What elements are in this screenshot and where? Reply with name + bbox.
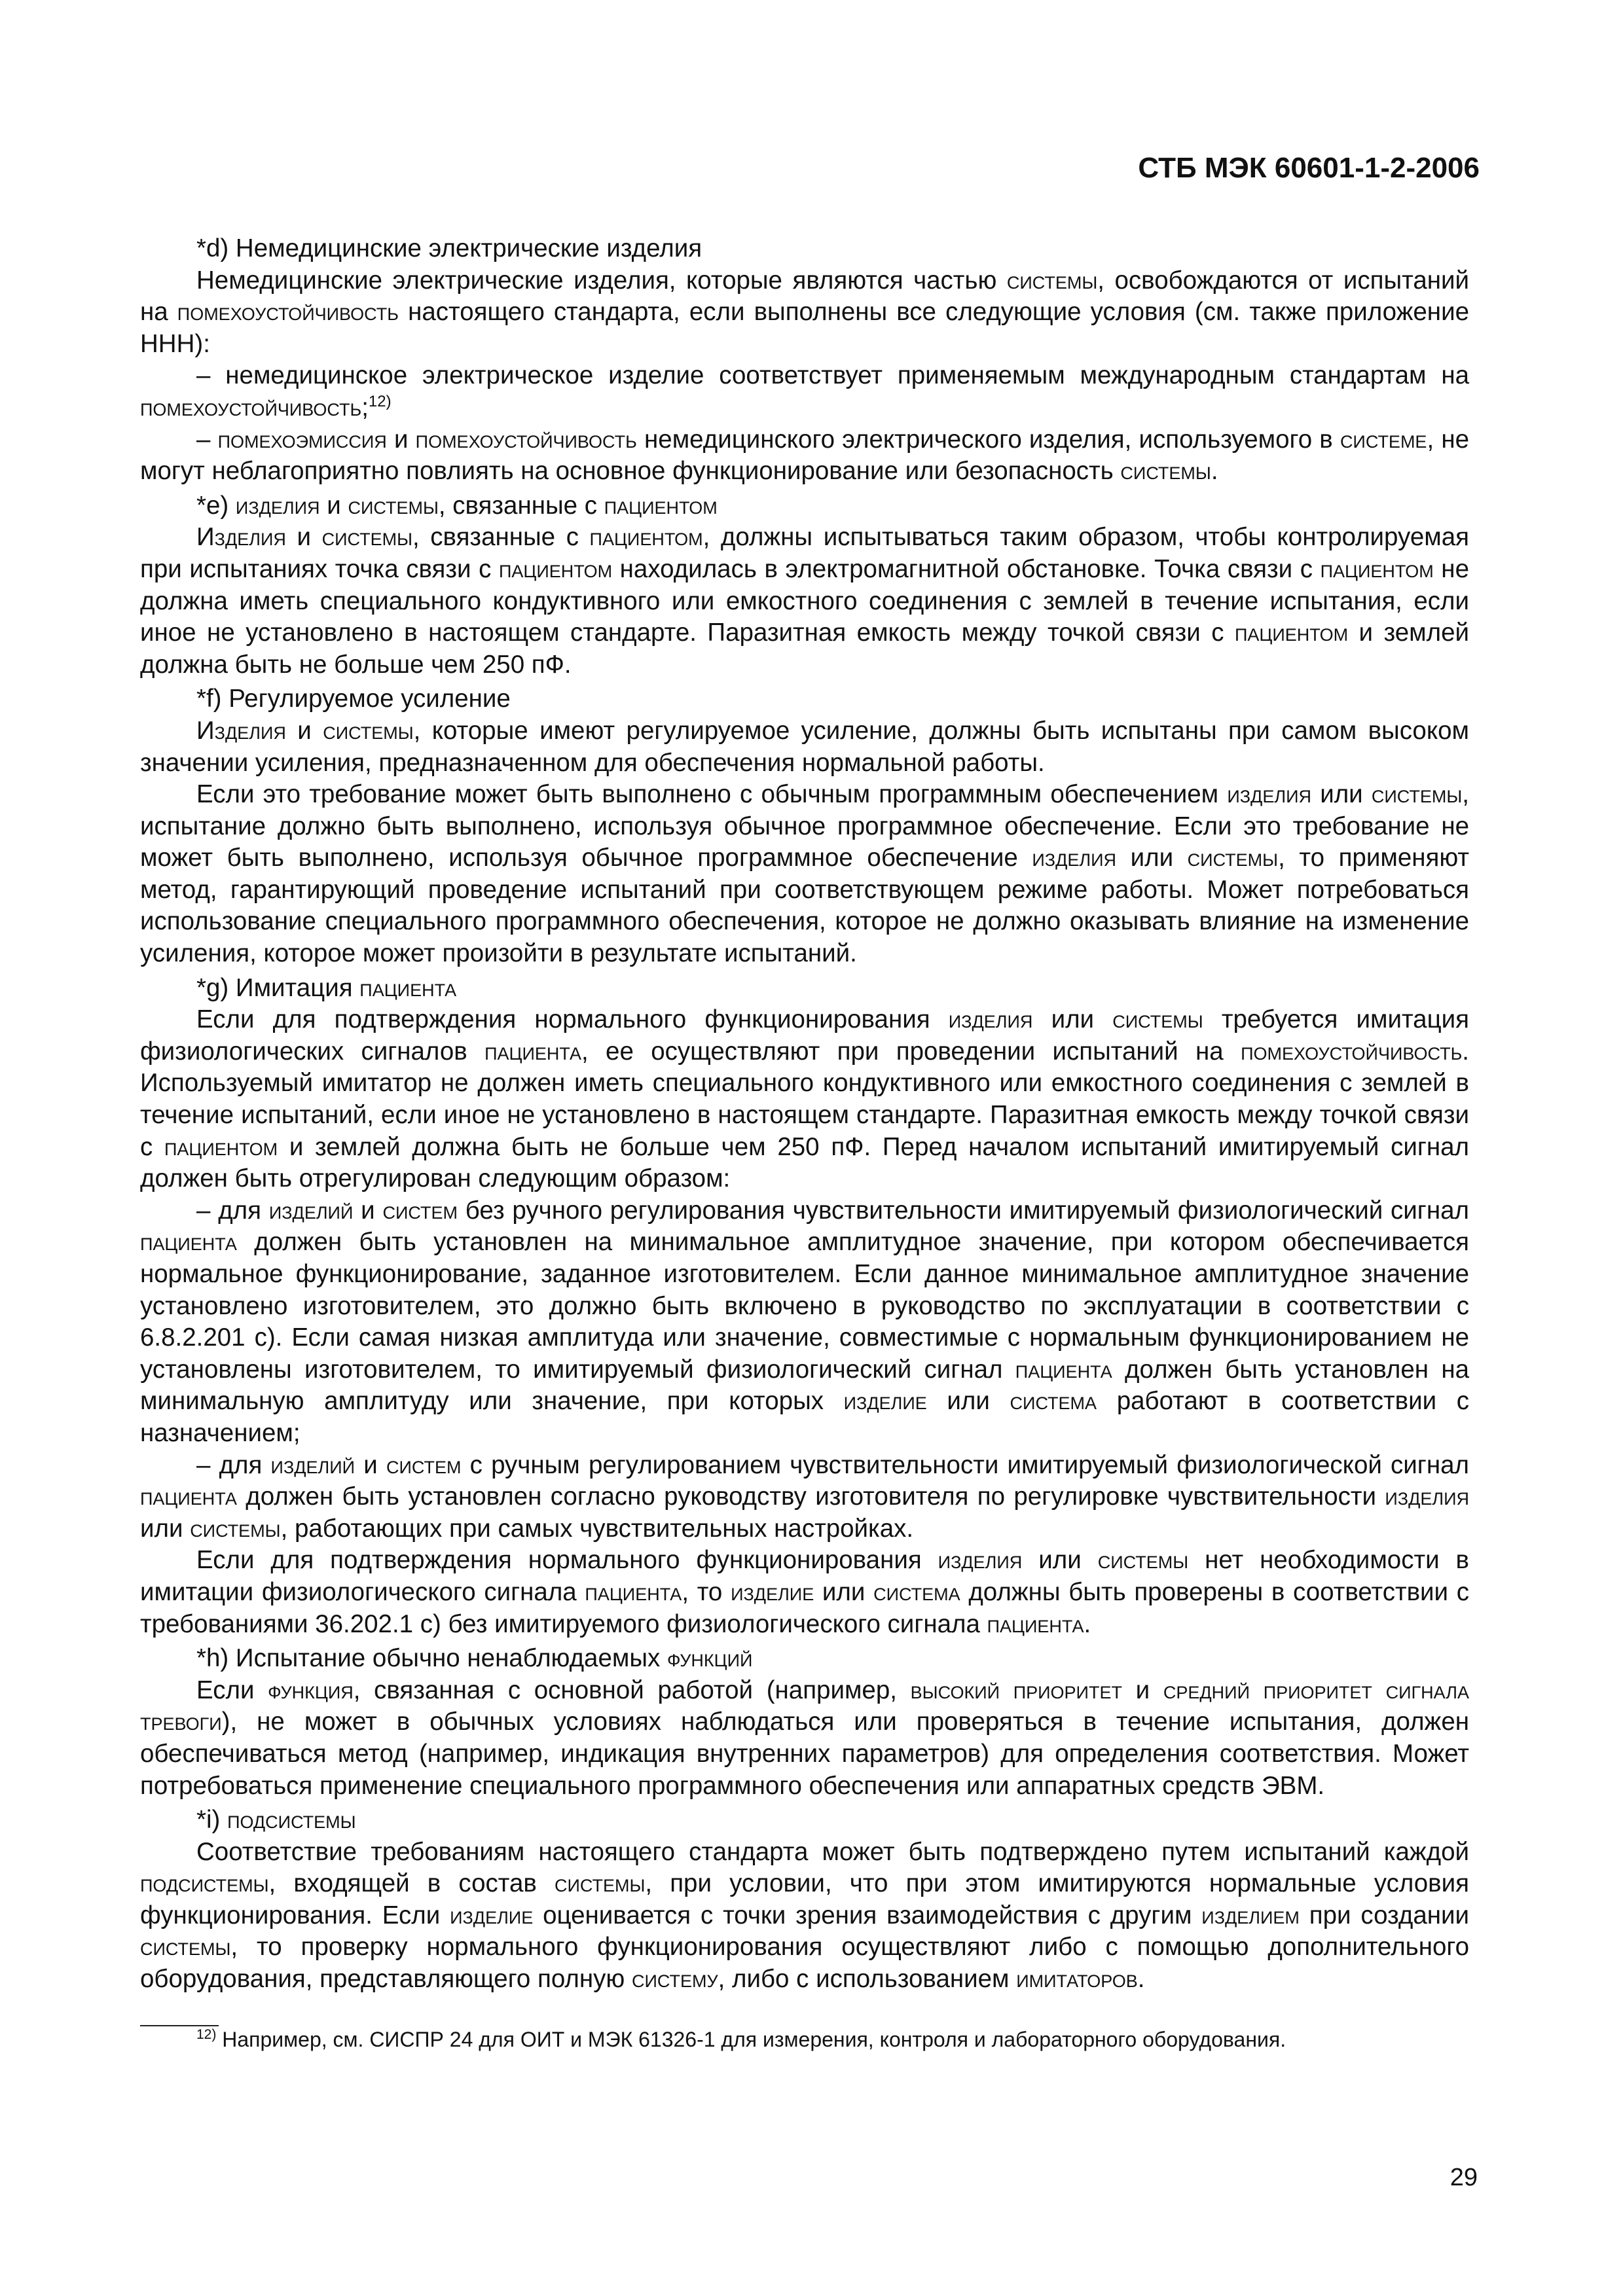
heading-f: *f) Регулируемое усиление [196, 685, 511, 713]
paragraph-g4: Если для подтверждения нормального функционирования изделия или системы нет необходимости в имитации физиологического сигнала пациента, то изделие или система должны быть проверены в соответствии с требованиями 36.202.1 с) без имитируемого физиологического сигнала пациента. [140, 1546, 1470, 1638]
heading-d: *d) Немедицинские электрические изделия [196, 234, 702, 262]
footnote-mark: 12) [196, 2027, 217, 2042]
paragraph-d3: – помехоэмиссия и помехоустойчивость немедицинского электрического изделия, используемого в системе, не могут неблагоприятно повлиять на основное функционирование или безопасность системы. [140, 425, 1469, 486]
paragraph-f1: Изделия и системы, которые имеют регулируемое усиление, должны быть испытаны при самом высоком значении усиления, предназначенном для обеспечения нормальной работы. [140, 716, 1469, 777]
footnote [196, 2025, 1480, 2054]
paragraph-d1: Немедицинские электрические изделия, которые являются частью системы, освобождаются от испытаний на помехоустойчивость настоящего стандарта, если выполнены все следующие условия (см. также приложение ННН): [140, 266, 1470, 358]
paragraph-f2: Если это требование может быть выполнено с обычным программным обеспечением изделия или системы, испытание должно быть выполнено, используя обычное программное обеспечение. Если это требование не может быть выполнено, используя обычное программное обеспечение изделия или системы, то применяют метод, гарантирующий проведение испытаний при соответствующем режиме работы. Может потребоваться использование специального программного обеспечения, которое не должно оказывать влияние на изменение усиления, которое может произойти в результате испытаний. [140, 780, 1469, 968]
heading-e: *e) изделия и системы, связанные с пациентом [196, 491, 718, 520]
paragraph-e1: Изделия и системы, связанные с пациентом, должны испытываться таким образом, чтобы контролируемая при испытаниях точка связи с пациентом находилась в электромагнитной обстановке. Точка связи с пациентом не должна иметь специального кондуктивного или емкостного соединения с землей в течение испытания, если иное не установлено в настоящем стандарте. Паразитная емкость между точкой связи с пациентом и землей должна быть не больше чем 250 пФ. [140, 523, 1469, 679]
footnote-text: Например, см. СИСПР 24 для ОИТ и МЭК 61326-1 для измерения, контроля и лабораторного оборудования. [216, 2028, 1286, 2051]
heading-g: *g) Имитация пациента [196, 973, 457, 1002]
paragraph-g1: Если для подтверждения нормального функционирования изделия или системы требуется имитация физиологических сигналов пациента, ее осуществляют при проведении испытаний на помехоустойчивость. Используемый имитатор не должен иметь специального кондуктивного или емкостного соединения с землей в течение испытаний, если иное не установлено в настоящем стандарте. Паразитная емкость между точкой связи с пациентом и землей должна быть не больше чем 250 пФ. Перед началом испытаний имитируемый сигнал должен быть отрегулирован следующим образом: [140, 1005, 1470, 1193]
document-body [140, 230, 1469, 1996]
paragraph-i1: Соответствие требованиям настоящего стандарта может быть подтверждено путем испытаний каждой подсистемы, входящей в состав системы, при условии, что при этом имитируются нормальные условия функционирования. Если изделие оценивается с точки зрения взаимодействия с другим изделием при создании системы, то проверку нормального функционирования осуществляют либо с помощью дополнительного оборудования, представляющего полную систему, либо с использованием имитаторов. [140, 1837, 1470, 1994]
heading-i: *i) подсистемы [196, 1806, 356, 1835]
paragraph-d2: – немедицинское электрическое изделие соответствует применяемым международным стандартам на помехоустойчивость;$^{12)}$ [140, 361, 1469, 422]
document-code: СТБ МЭК 60601-1-2-2006 [1138, 152, 1480, 184]
paragraph-g2: – для изделий и систем без ручного регулирования чувствительности имитируемый физиологический сигнал пациента должен быть установлен на минимальное амплитудное значение, при котором обеспечивается нормальное функционирование, заданное изготовителем. Если данное минимальное амплитудное значение установлено изготовителем, это должно быть включено в руководство по эксплуатации в соответствии с 6.8.2.201 с). Если самая низкая амплитуда или значение, совместимые с нормальным функционированием не установлены изготовителем, то имитируемый физиологический сигнал пациента должен быть установлен на минимальную амплитуду или значение, при которых изделие или система работают в соответствии с назначением; [140, 1196, 1470, 1447]
footnote-reference: 12) [368, 392, 392, 410]
paragraph-h1: Если функция, связанная с основной работой (например, высокий приоритет и средний приоритет сигнала тревоги), не может в обычных условиях наблюдаться или проверяться в течение испытания, должен обеспечиваться метод (например, индикация внутренних параметров) для определения соответствия. Может потребоваться применение специального программного обеспечения или аппаратных средств ЭВМ. [140, 1676, 1469, 1800]
heading-h: *h) Испытание обычно ненаблюдаемых функций [196, 1644, 753, 1673]
page-number: 29 [1450, 2164, 1478, 2191]
paragraph-g3: – для изделий и систем с ручным регулированием чувствительности имитируемый физиологической сигнал пациента должен быть установлен согласно руководству изготовителя по регулировке чувствительности изделия или системы, работающих при самых чувствительных настройках. [140, 1450, 1469, 1543]
